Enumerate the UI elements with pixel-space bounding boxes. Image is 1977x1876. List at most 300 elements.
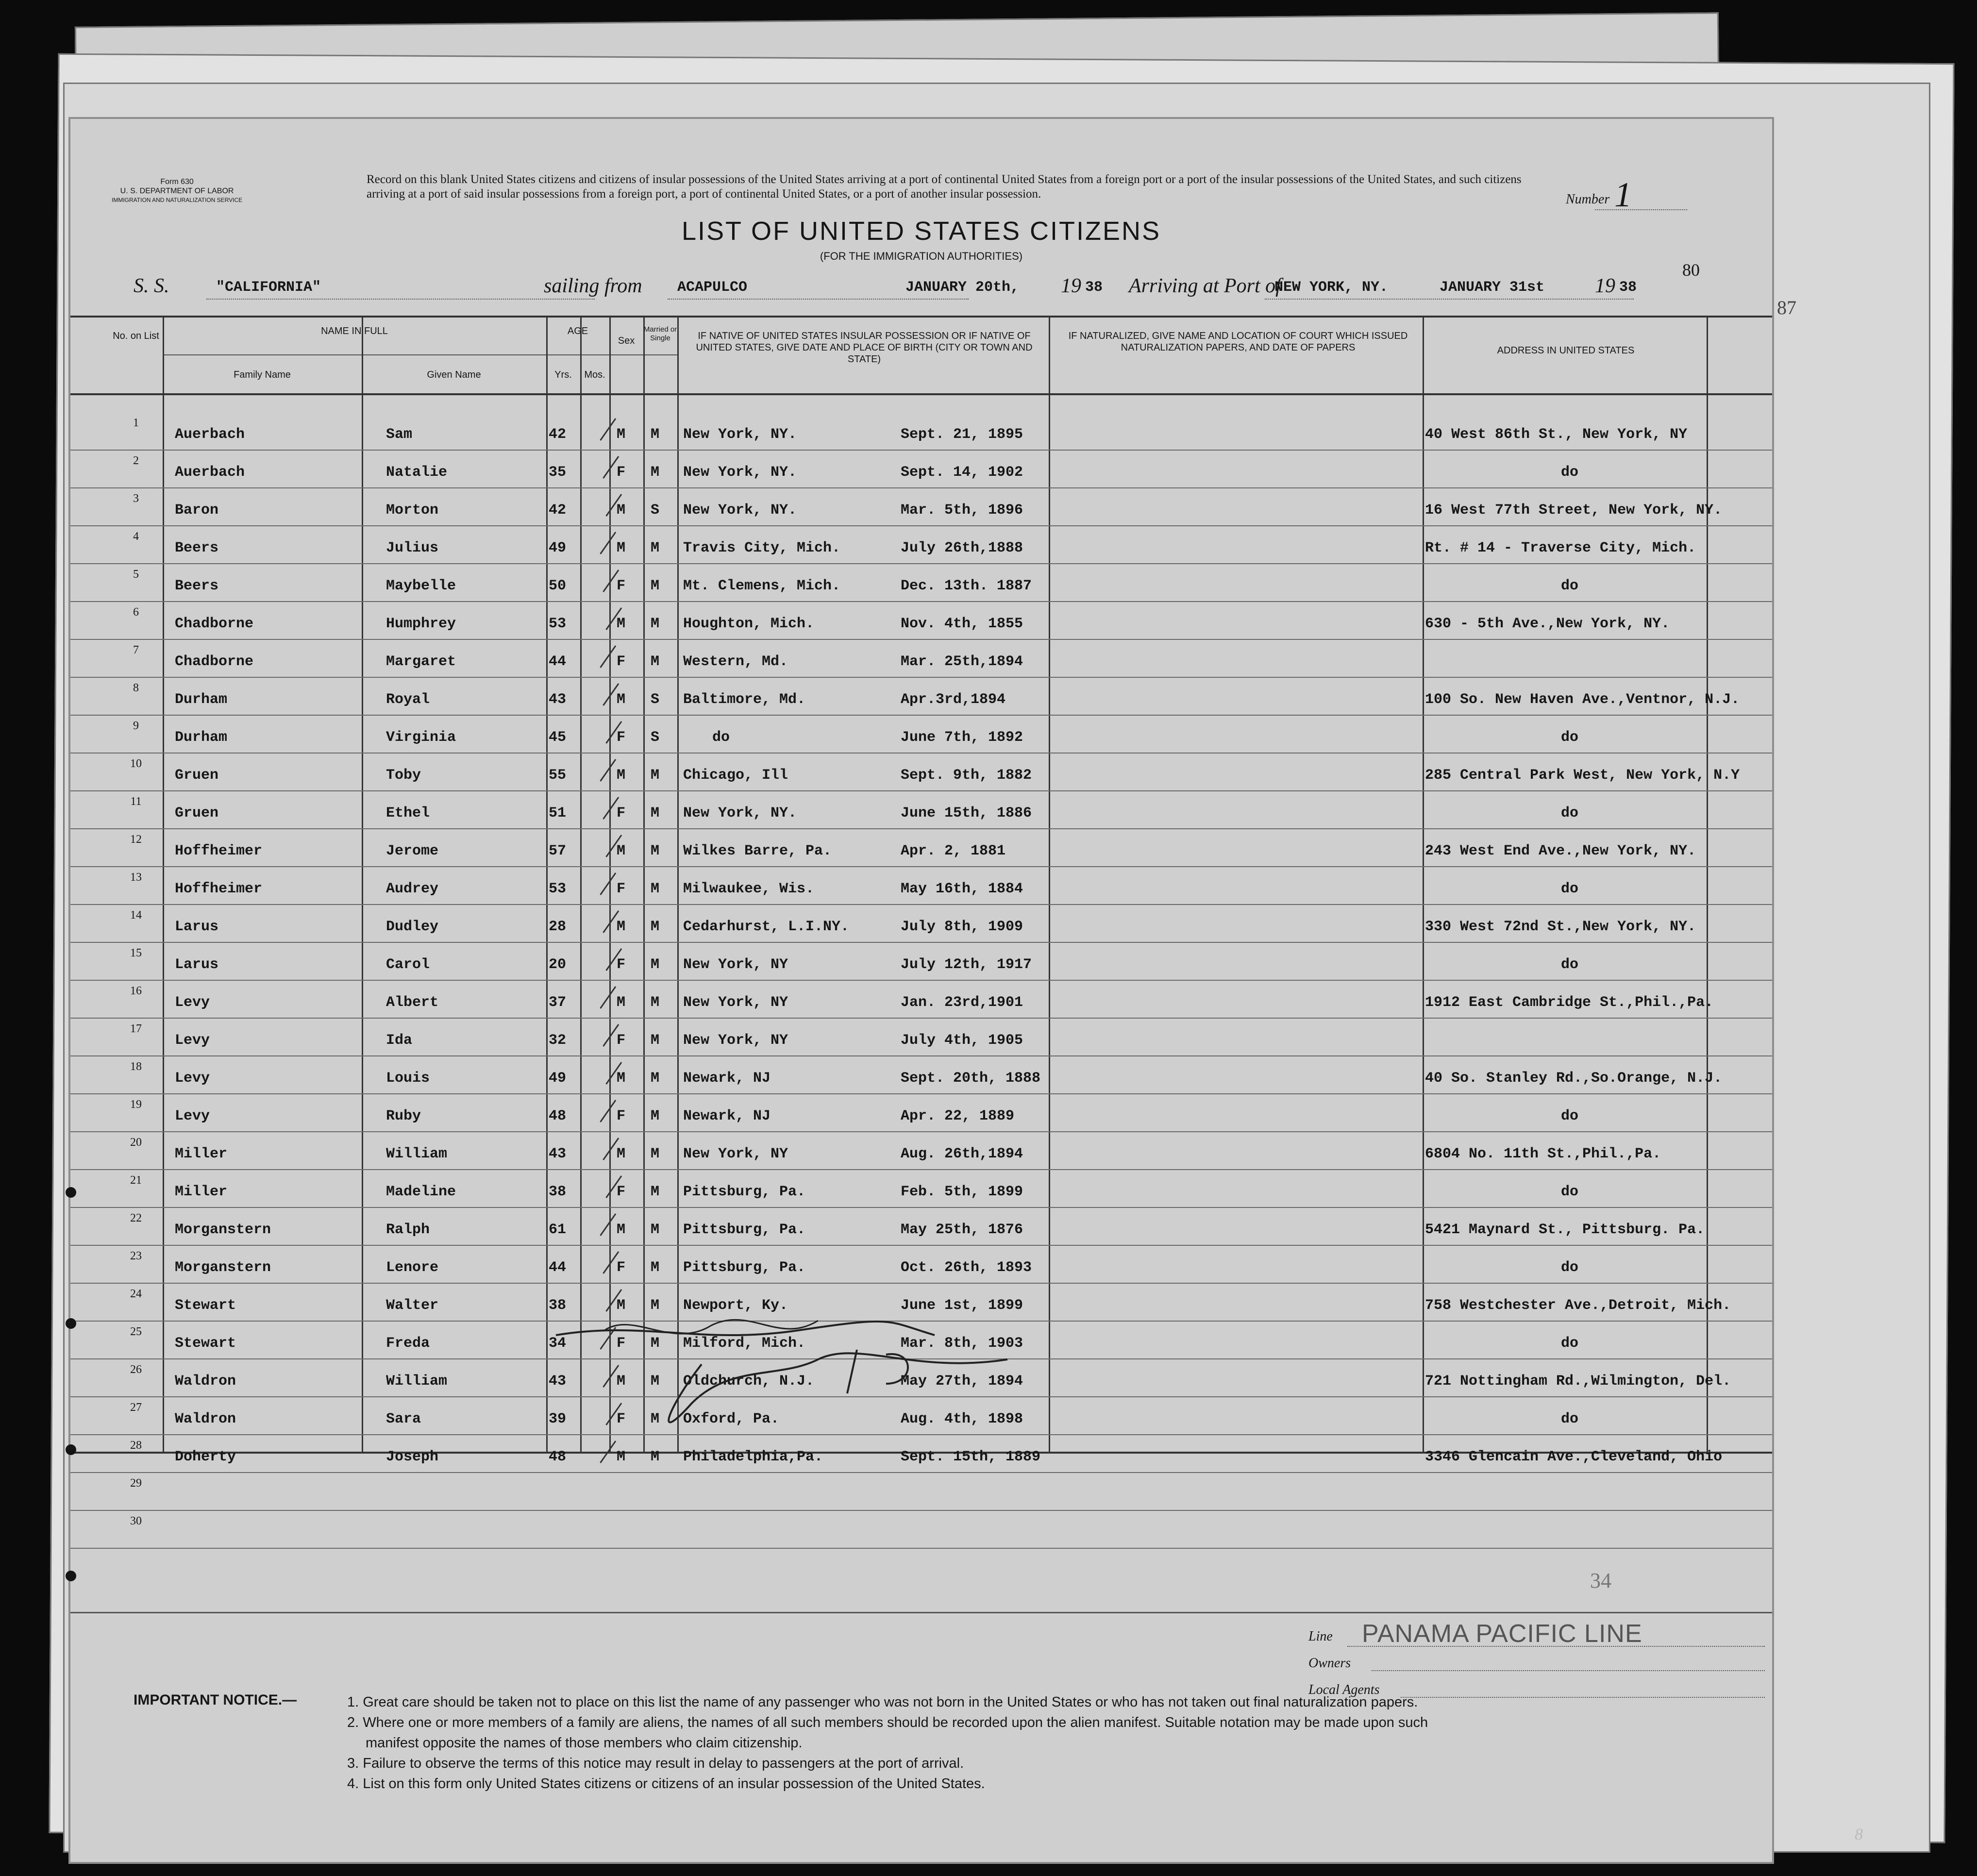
header-address: ADDRESS IN UNITED STATES bbox=[1497, 345, 1635, 356]
birth-date: Apr.3rd,1894 bbox=[901, 691, 1006, 708]
us-address: 100 So. New Haven Ave.,Ventnor, N.J. bbox=[1425, 691, 1740, 708]
sex: F bbox=[617, 1335, 626, 1352]
marital-status: M bbox=[651, 426, 660, 443]
birth-place: Houghton, Mich. bbox=[683, 616, 815, 632]
us-address: 758 Westchester Ave.,Detroit, Mich. bbox=[1425, 1297, 1731, 1314]
given-name: Morton bbox=[386, 502, 439, 519]
birth-place: New York, NY bbox=[683, 956, 788, 973]
notice-item: 4. List on this form only United States citizens or citizens of an insular possession of the United States. bbox=[347, 1776, 985, 1792]
row-rule bbox=[70, 1018, 1772, 1019]
marital-status: M bbox=[651, 653, 660, 670]
age-years: 48 bbox=[549, 1449, 567, 1465]
sex: F bbox=[617, 1411, 626, 1427]
binder-hole bbox=[66, 1571, 76, 1581]
row-number: 20 bbox=[130, 1136, 142, 1149]
birth-place: Newark, NJ bbox=[683, 1070, 771, 1087]
birth-place: Baltimore, Md. bbox=[683, 691, 806, 708]
local-agents-label: Local Agents bbox=[1308, 1682, 1380, 1697]
sex: M bbox=[617, 502, 626, 519]
given-name: Ruby bbox=[386, 1108, 421, 1124]
marital-status: M bbox=[651, 1373, 660, 1390]
given-name: Sam bbox=[386, 426, 413, 443]
birth-place: Philadelphia,Pa. bbox=[683, 1449, 823, 1465]
birth-place: do bbox=[712, 729, 730, 746]
birth-place: New York, NY. bbox=[683, 502, 797, 519]
given-name: Albert bbox=[386, 994, 439, 1011]
ss-label: S. S. bbox=[134, 275, 169, 297]
row-number: 16 bbox=[130, 985, 142, 997]
family-name: Levy bbox=[175, 1070, 210, 1087]
birth-date: May 16th, 1884 bbox=[901, 881, 1023, 897]
row-number: 21 bbox=[130, 1174, 142, 1187]
row-rule bbox=[70, 828, 1772, 829]
marital-status: M bbox=[651, 1411, 660, 1427]
given-name: Sara bbox=[386, 1411, 421, 1427]
marital-status: M bbox=[651, 881, 660, 897]
family-name: Stewart bbox=[175, 1297, 236, 1314]
form-number: Form 630 bbox=[160, 178, 194, 186]
given-name: Ralph bbox=[386, 1222, 430, 1238]
sex: M bbox=[617, 1222, 626, 1238]
notice-item: 1. Great care should be taken not to place on this list the name of any passenger who was not born in the United States or who has not taken out final naturalization papers. bbox=[347, 1694, 1418, 1710]
us-address: do bbox=[1561, 729, 1579, 746]
check-mark bbox=[600, 418, 616, 441]
arrival-year-prefix: 19 bbox=[1595, 275, 1615, 297]
given-name: Maybelle bbox=[386, 578, 456, 594]
row-rule bbox=[70, 753, 1772, 754]
marital-status: M bbox=[651, 767, 660, 784]
check-mark bbox=[600, 1100, 616, 1122]
row-rule bbox=[70, 1093, 1772, 1094]
family-name: Morganstern bbox=[175, 1222, 271, 1238]
row-number: 2 bbox=[133, 454, 139, 467]
row-number: 28 bbox=[130, 1439, 142, 1452]
header-age: AGE bbox=[567, 326, 588, 336]
birth-place: New York, NY. bbox=[683, 464, 797, 481]
number-label: Number bbox=[1566, 192, 1610, 207]
sex: F bbox=[617, 578, 626, 594]
given-name: Royal bbox=[386, 691, 430, 708]
header-married-single: Married or Single bbox=[643, 325, 677, 342]
row-rule bbox=[70, 980, 1772, 981]
departure-date: JANUARY 20th, bbox=[905, 279, 1020, 296]
marital-status: S bbox=[651, 729, 660, 746]
birth-date: Aug. 4th, 1898 bbox=[901, 1411, 1023, 1427]
family-name: Doherty bbox=[175, 1449, 236, 1465]
birth-date: Dec. 13th. 1887 bbox=[901, 578, 1032, 594]
birth-date: Sept. 21, 1895 bbox=[901, 426, 1023, 443]
age-years: 45 bbox=[549, 729, 567, 746]
birth-date: Apr. 22, 1889 bbox=[901, 1108, 1015, 1124]
stamp-number: 80 bbox=[1682, 260, 1700, 280]
row-number: 14 bbox=[130, 909, 142, 921]
given-name: Walter bbox=[386, 1297, 439, 1314]
departure-year: 38 bbox=[1085, 279, 1103, 296]
family-name: Chadborne bbox=[175, 616, 254, 632]
birth-place: Chicago, Ill bbox=[683, 767, 788, 784]
sex: F bbox=[617, 1184, 626, 1200]
sex: M bbox=[617, 616, 626, 632]
birth-date: Sept. 20th, 1888 bbox=[901, 1070, 1041, 1087]
given-name: Humphrey bbox=[386, 616, 456, 632]
birth-date: Mar. 5th, 1896 bbox=[901, 502, 1023, 519]
manifest-page bbox=[70, 119, 1772, 1862]
marital-status: S bbox=[651, 691, 660, 708]
us-address: do bbox=[1561, 1335, 1579, 1352]
side-stamp: 87 bbox=[1777, 297, 1796, 318]
age-years: 61 bbox=[549, 1222, 567, 1238]
family-name: Morganstern bbox=[175, 1259, 271, 1276]
birth-place: Milwaukee, Wis. bbox=[683, 881, 815, 897]
header-native-birthplace: IF NATIVE OF UNITED STATES INSULAR POSSESSION OR IF NATIVE OF UNITED STATES, GIVE DATE AND PLACE OF BIRTH (CITY OR TOWN AND STATE) bbox=[696, 331, 1033, 365]
marital-status: M bbox=[651, 1335, 660, 1352]
birth-date: Mar. 8th, 1903 bbox=[901, 1335, 1023, 1352]
birth-date: Sept. 15th, 1889 bbox=[901, 1449, 1041, 1465]
marital-status: M bbox=[651, 843, 660, 859]
age-years: 43 bbox=[549, 1146, 567, 1162]
us-address: do bbox=[1561, 1259, 1579, 1276]
age-years: 49 bbox=[549, 1070, 567, 1087]
given-name: Margaret bbox=[386, 653, 456, 670]
us-address: 6804 No. 11th St.,Phil.,Pa. bbox=[1425, 1146, 1661, 1162]
birth-place: Pittsburg, Pa. bbox=[683, 1184, 806, 1200]
sex: F bbox=[617, 956, 626, 973]
us-address: 40 West 86th St., New York, NY bbox=[1425, 426, 1688, 443]
age-years: 51 bbox=[549, 805, 567, 821]
birth-place: Oldchurch, N.J. bbox=[683, 1373, 815, 1390]
us-address: do bbox=[1561, 881, 1579, 897]
birth-date: Sept. 9th, 1882 bbox=[901, 767, 1032, 784]
row-number: 4 bbox=[133, 530, 139, 543]
age-years: 35 bbox=[549, 464, 567, 481]
sex: F bbox=[617, 729, 626, 746]
age-years: 44 bbox=[549, 1259, 567, 1276]
header-mos: Mos. bbox=[584, 369, 605, 380]
row-number: 13 bbox=[130, 871, 142, 884]
check-mark bbox=[600, 645, 616, 668]
marital-status: M bbox=[651, 1032, 660, 1049]
us-address: do bbox=[1561, 464, 1579, 481]
line-label: Line bbox=[1308, 1629, 1333, 1644]
given-name: Ethel bbox=[386, 805, 430, 821]
given-name: Ida bbox=[386, 1032, 413, 1049]
given-name: Virginia bbox=[386, 729, 456, 746]
arriving-label: Arriving at Port of bbox=[1129, 275, 1281, 297]
us-address: 5421 Maynard St., Pittsburg. Pa. bbox=[1425, 1222, 1705, 1238]
given-name: Julius bbox=[386, 540, 439, 556]
birth-place: Newark, NJ bbox=[683, 1108, 771, 1124]
row-number: 11 bbox=[130, 795, 142, 808]
age-years: 44 bbox=[549, 653, 567, 670]
family-name: Gruen bbox=[175, 767, 219, 784]
us-address: do bbox=[1561, 578, 1579, 594]
given-name: Toby bbox=[386, 767, 421, 784]
birth-date: Aug. 26th,1894 bbox=[901, 1146, 1023, 1162]
us-address: do bbox=[1561, 805, 1579, 821]
sex: F bbox=[617, 1032, 626, 1049]
marital-status: M bbox=[651, 540, 660, 556]
marital-status: M bbox=[651, 994, 660, 1011]
family-name: Beers bbox=[175, 540, 219, 556]
row-rule bbox=[70, 866, 1772, 867]
birth-place: Mt. Clemens, Mich. bbox=[683, 578, 841, 594]
birth-place: Wilkes Barre, Pa. bbox=[683, 843, 832, 859]
family-name: Baron bbox=[175, 502, 219, 519]
us-address: do bbox=[1561, 1411, 1579, 1427]
family-name: Durham bbox=[175, 729, 228, 746]
age-years: 38 bbox=[549, 1184, 567, 1200]
family-name: Durham bbox=[175, 691, 228, 708]
header-family-name: Family Name bbox=[234, 369, 291, 380]
family-name: Larus bbox=[175, 956, 219, 973]
age-years: 48 bbox=[549, 1108, 567, 1124]
us-address: do bbox=[1561, 1108, 1579, 1124]
header-name-in-full: NAME IN FULL bbox=[321, 326, 388, 336]
list-number: 1 bbox=[1614, 175, 1632, 214]
sex: M bbox=[617, 994, 626, 1011]
birth-date: Sept. 14, 1902 bbox=[901, 464, 1023, 481]
sex: M bbox=[617, 1297, 626, 1314]
given-name: Natalie bbox=[386, 464, 448, 481]
birth-date: June 15th, 1886 bbox=[901, 805, 1032, 821]
row-rule bbox=[70, 487, 1772, 488]
ship-name: "CALIFORNIA" bbox=[216, 279, 321, 296]
marital-status: M bbox=[651, 1184, 660, 1200]
sex: M bbox=[617, 767, 626, 784]
age-years: 43 bbox=[549, 1373, 567, 1390]
us-address: do bbox=[1561, 1184, 1579, 1200]
service: IMMIGRATION AND NATURALIZATION SERVICE bbox=[112, 197, 243, 203]
page-count: 34 bbox=[1590, 1569, 1611, 1592]
family-name: Larus bbox=[175, 919, 219, 935]
row-number: 1 bbox=[133, 417, 139, 429]
row-rule bbox=[70, 942, 1772, 943]
row-rule bbox=[70, 715, 1772, 716]
birth-place: New York, NY. bbox=[683, 805, 797, 821]
family-name: Stewart bbox=[175, 1335, 236, 1352]
marital-status: M bbox=[651, 1222, 660, 1238]
notice-title: IMPORTANT NOTICE.— bbox=[134, 1692, 297, 1708]
sex: M bbox=[617, 1070, 626, 1087]
sex: F bbox=[617, 881, 626, 897]
row-number: 27 bbox=[130, 1401, 142, 1414]
given-name: Freda bbox=[386, 1335, 430, 1352]
row-number: 22 bbox=[130, 1212, 142, 1224]
us-address: 40 So. Stanley Rd.,So.Orange, N.J. bbox=[1425, 1070, 1723, 1087]
marital-status: M bbox=[651, 464, 660, 481]
sex: F bbox=[617, 464, 626, 481]
age-years: 39 bbox=[549, 1411, 567, 1427]
check-mark bbox=[600, 986, 616, 1009]
sex: F bbox=[617, 1259, 626, 1276]
given-name: William bbox=[386, 1146, 448, 1162]
us-address: 3346 Glencain Ave.,Cleveland, Ohio bbox=[1425, 1449, 1723, 1465]
notice-list bbox=[347, 1692, 1428, 1794]
marital-status: M bbox=[651, 578, 660, 594]
row-number: 8 bbox=[133, 682, 139, 694]
birth-place: New York, NY bbox=[683, 994, 788, 1011]
row-rule bbox=[70, 677, 1772, 678]
given-name: Dudley bbox=[386, 919, 439, 935]
birth-place: Pittsburg, Pa. bbox=[683, 1259, 806, 1276]
birth-date: Oct. 26th, 1893 bbox=[901, 1259, 1032, 1276]
birth-date: May 25th, 1876 bbox=[901, 1222, 1023, 1238]
row-rule bbox=[70, 1169, 1772, 1170]
row-rule bbox=[70, 1472, 1772, 1473]
row-number: 7 bbox=[133, 644, 139, 656]
age-years: 20 bbox=[549, 956, 567, 973]
birth-date: July 8th, 1909 bbox=[901, 919, 1023, 935]
row-rule bbox=[70, 1055, 1772, 1056]
marital-status: M bbox=[651, 1146, 660, 1162]
family-name: Hoffheimer bbox=[175, 843, 263, 859]
row-number: 3 bbox=[133, 492, 139, 505]
birth-date: Mar. 25th,1894 bbox=[901, 653, 1023, 670]
notice-item: 2. Where one or more members of a family are aliens, the names of all such members should be recorded upon the alien manifest. Suitable notation may be made upon such bbox=[347, 1715, 1428, 1730]
us-address: 16 West 77th Street, New York, NY. bbox=[1425, 502, 1723, 519]
given-name: Madeline bbox=[386, 1184, 456, 1200]
age-years: 34 bbox=[549, 1335, 567, 1352]
notice-item: manifest opposite the names of those members who claim citizenship. bbox=[366, 1735, 803, 1751]
sex: F bbox=[617, 1108, 626, 1124]
marital-status: M bbox=[651, 919, 660, 935]
page-subtitle: (FOR THE IMMIGRATION AUTHORITIES) bbox=[820, 250, 1023, 262]
row-rule bbox=[70, 1245, 1772, 1246]
birth-date: June 7th, 1892 bbox=[901, 729, 1023, 746]
us-address: 330 West 72nd St.,New York, NY. bbox=[1425, 919, 1696, 935]
family-name: Levy bbox=[175, 994, 210, 1011]
us-address: 285 Central Park West, New York, N.Y bbox=[1425, 767, 1740, 784]
age-years: 53 bbox=[549, 616, 567, 632]
departure-year-prefix: 19 bbox=[1061, 275, 1081, 297]
family-name: Waldron bbox=[175, 1411, 236, 1427]
birth-date: July 4th, 1905 bbox=[901, 1032, 1023, 1049]
check-mark bbox=[600, 1213, 616, 1236]
sex: F bbox=[617, 805, 626, 821]
row-number: 17 bbox=[130, 1022, 142, 1035]
birth-place: Travis City, Mich. bbox=[683, 540, 841, 556]
family-name: Miller bbox=[175, 1146, 228, 1162]
birth-date: June 1st, 1899 bbox=[901, 1297, 1023, 1314]
family-name: Beers bbox=[175, 578, 219, 594]
birth-date: Nov. 4th, 1855 bbox=[901, 616, 1023, 632]
marital-status: M bbox=[651, 1297, 660, 1314]
family-name: Auerbach bbox=[175, 464, 245, 481]
check-mark bbox=[600, 872, 616, 895]
marital-status: M bbox=[651, 1108, 660, 1124]
form-identifier bbox=[112, 177, 242, 205]
row-number: 30 bbox=[130, 1515, 142, 1527]
header-given-name: Given Name bbox=[427, 369, 481, 380]
birth-date: Jan. 23rd,1901 bbox=[901, 994, 1023, 1011]
birth-place: Newport, Ky. bbox=[683, 1297, 788, 1314]
arrival-year: 38 bbox=[1619, 279, 1637, 296]
birth-place: Western, Md. bbox=[683, 653, 788, 670]
row-number: 15 bbox=[130, 947, 142, 959]
row-rule bbox=[70, 525, 1772, 526]
family-name: Waldron bbox=[175, 1373, 236, 1390]
arrival-date: JANUARY 31st bbox=[1440, 279, 1545, 296]
family-name: Auerbach bbox=[175, 426, 245, 443]
family-name: Chadborne bbox=[175, 653, 254, 670]
family-name: Hoffheimer bbox=[175, 881, 263, 897]
given-name: Joseph bbox=[386, 1449, 439, 1465]
age-years: 55 bbox=[549, 767, 567, 784]
sex: M bbox=[617, 843, 626, 859]
row-rule bbox=[70, 1548, 1772, 1549]
us-address: 630 - 5th Ave.,New York, NY. bbox=[1425, 616, 1670, 632]
notice-item: 3. Failure to observe the terms of this notice may result in delay to passengers at the port of arrival. bbox=[347, 1756, 964, 1771]
birth-date: July 12th, 1917 bbox=[901, 956, 1032, 973]
birth-date: May 27th, 1894 bbox=[901, 1373, 1023, 1390]
row-rule bbox=[70, 904, 1772, 905]
birth-place: New York, NY bbox=[683, 1032, 788, 1049]
age-years: 53 bbox=[549, 881, 567, 897]
department: U. S. DEPARTMENT OF LABOR bbox=[120, 187, 234, 195]
row-rule bbox=[70, 639, 1772, 640]
sex: M bbox=[617, 540, 626, 556]
marital-status: M bbox=[651, 1070, 660, 1087]
binder-hole bbox=[66, 1318, 76, 1329]
owners-label: Owners bbox=[1308, 1656, 1351, 1671]
page-title: LIST OF UNITED STATES CITIZENS bbox=[681, 217, 1161, 246]
birth-place: Cedarhurst, L.I.NY. bbox=[683, 919, 850, 935]
row-number: 25 bbox=[130, 1325, 142, 1338]
marital-status: M bbox=[651, 1449, 660, 1465]
birth-place: Oxford, Pa. bbox=[683, 1411, 780, 1427]
marital-status: M bbox=[651, 956, 660, 973]
binder-hole bbox=[66, 1444, 76, 1455]
us-address: 243 West End Ave.,New York, NY. bbox=[1425, 843, 1696, 859]
birth-place: Milford, Mich. bbox=[683, 1335, 806, 1352]
family-name: Miller bbox=[175, 1184, 228, 1200]
row-number: 5 bbox=[133, 568, 139, 581]
age-years: 37 bbox=[549, 994, 567, 1011]
birth-place: New York, NY bbox=[683, 1146, 788, 1162]
row-rule bbox=[70, 790, 1772, 791]
row-number: 9 bbox=[133, 720, 139, 732]
us-address: Rt. # 14 - Traverse City, Mich. bbox=[1425, 540, 1696, 556]
sex: M bbox=[617, 1373, 626, 1390]
age-years: 50 bbox=[549, 578, 567, 594]
given-name: Louis bbox=[386, 1070, 430, 1087]
age-years: 38 bbox=[549, 1297, 567, 1314]
header-sex: Sex bbox=[618, 335, 635, 346]
row-number: 6 bbox=[133, 606, 139, 619]
family-name: Levy bbox=[175, 1032, 210, 1049]
row-number: 23 bbox=[130, 1250, 142, 1262]
check-mark bbox=[600, 759, 616, 782]
row-rule bbox=[70, 1207, 1772, 1208]
us-address: 721 Nottingham Rd.,Wilmington, Del. bbox=[1425, 1373, 1731, 1390]
marital-status: M bbox=[651, 1259, 660, 1276]
row-number: 26 bbox=[130, 1363, 142, 1376]
age-years: 42 bbox=[549, 502, 567, 519]
binder-hole bbox=[66, 1187, 76, 1198]
row-number: 18 bbox=[130, 1060, 142, 1073]
signature-scribble bbox=[546, 1301, 1129, 1447]
sex: M bbox=[617, 1449, 626, 1465]
passenger-table bbox=[70, 316, 1772, 1626]
sailing-label: sailing from bbox=[544, 275, 642, 297]
sex: M bbox=[617, 691, 626, 708]
corner-mark: 8 bbox=[1855, 1826, 1863, 1843]
steamship-line: PANAMA PACIFIC LINE bbox=[1362, 1620, 1642, 1648]
departure-port: ACAPULCO bbox=[677, 279, 748, 296]
age-years: 43 bbox=[549, 691, 567, 708]
marital-status: M bbox=[651, 616, 660, 632]
sex: M bbox=[617, 426, 626, 443]
